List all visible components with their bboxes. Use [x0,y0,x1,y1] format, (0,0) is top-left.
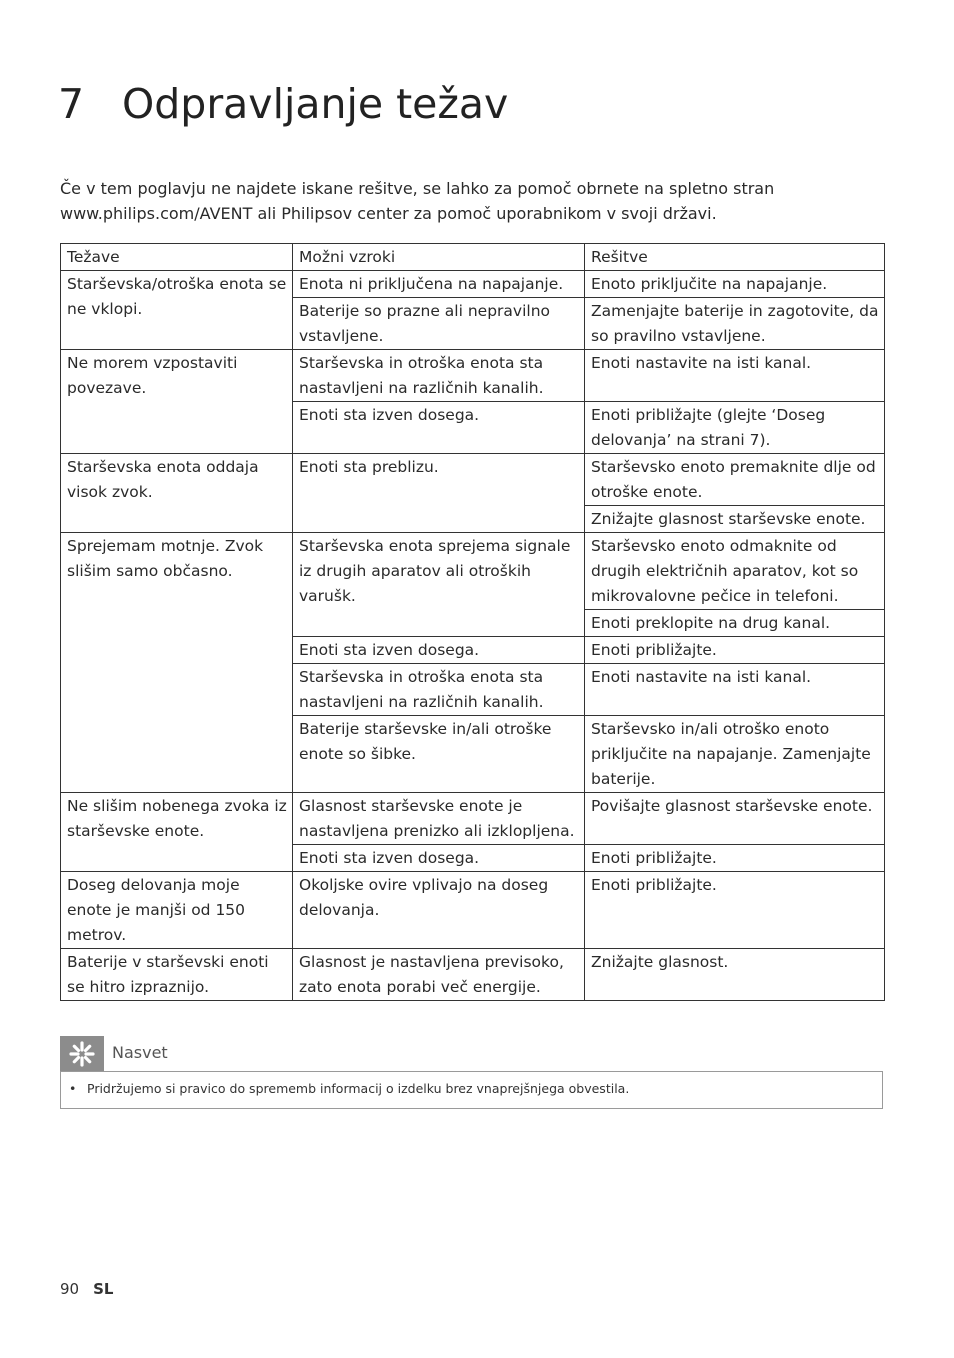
solution-cell: Enoti približajte. [585,872,885,949]
solution-cell: Povišajte glasnost starševske enote. [585,793,885,845]
tip-box [60,1071,883,1109]
tip-header [60,1036,883,1072]
intro-paragraph: Če v tem poglavju ne najdete iskane rešitve, se lahko za pomoč obrnete na spletno stran www.philips.com/AVENT ali Philipsov center za pomoč uporabnikom v svoji državi. [60,179,775,223]
troubleshooting-table [60,243,885,1001]
table-row [61,350,885,402]
problem-cell: Starševska/otroška enota se ne vklopi. [61,271,293,350]
table-row [61,533,885,610]
cause-cell: Baterije so prazne ali nepravilno vstavljene. [293,298,585,350]
solution-cell: Enoti preklopite na drug kanal. [585,610,885,637]
problem-cell: Doseg delovanja moje enote je manjši od 150 metrov. [61,872,293,949]
cause-cell: Enota ni priključena na napajanje. [293,271,585,298]
solution-cell: Enoti približajte. [585,845,885,872]
cause-cell: Okoljske ovire vplivajo na doseg delovanja. [293,872,585,949]
solution-cell: Znižajte glasnost. [585,949,885,1001]
problem-cell: Starševska enota oddaja visok zvok. [61,454,293,533]
table-body [61,271,885,1001]
problem-cell: Sprejemam motnje. Zvok slišim samo občasno. [61,533,293,793]
header-solutions: Rešitve [585,244,885,271]
solution-cell: Starševsko in/ali otroško enoto priključite na napajanje. Zamenjajte baterije. [585,716,885,793]
solution-cell: Znižajte glasnost starševske enote. [585,506,885,533]
solution-cell: Enoto priključite na napajanje. [585,271,885,298]
solution-cell: Starševsko enoto premaknite dlje od otroške enote. [585,454,885,506]
language-code: SL [93,1280,114,1298]
chapter-number: 7 [58,80,85,128]
chapter-title: Odpravljanje težav [122,80,509,128]
solution-cell: Starševsko enoto odmaknite od drugih električnih aparatov, kot so mikrovalovne pečice in telefoni. [585,533,885,610]
solution-cell: Zamenjajte baterije in zagotovite, da so pravilno vstavljene. [585,298,885,350]
solution-cell: Enoti nastavite na isti kanal. [585,350,885,402]
problem-cell: Ne slišim nobenega zvoka iz starševske enote. [61,793,293,872]
cause-cell: Enoti sta preblizu. [293,454,585,533]
table-header-row [61,244,885,271]
cause-cell: Starševska in otroška enota sta nastavljeni na različnih kanalih. [293,664,585,716]
cause-cell: Enoti sta izven dosega. [293,845,585,872]
problem-cell: Ne morem vzpostaviti povezave. [61,350,293,454]
page-number: 90 [60,1280,80,1298]
cause-cell: Glasnost je nastavljena previsoko, zato enota porabi več energije. [293,949,585,1001]
page-title [58,76,508,132]
problem-cell: Baterije v starševski enoti se hitro izpraznijo. [61,949,293,1001]
solution-cell: Enoti nastavite na isti kanal. [585,664,885,716]
cause-cell: Enoti sta izven dosega. [293,637,585,664]
table-row [61,872,885,949]
tip-item [69,1081,629,1096]
table-row [61,949,885,1001]
solution-cell: Enoti približajte. [585,637,885,664]
table-row [61,454,885,506]
page-footer [60,1280,113,1298]
header-problems: Težave [61,244,293,271]
cause-cell: Starševska in otroška enota sta nastavljeni na različnih kanalih. [293,350,585,402]
cause-cell: Baterije starševske in/ali otroške enote so šibke. [293,716,585,793]
cause-cell: Glasnost starševske enote je nastavljena prenizko ali izklopljena. [293,793,585,845]
cause-cell: Enoti sta izven dosega. [293,402,585,454]
solution-cell: Enoti približajte (glejte ‘Doseg delovanja’ na strani 7). [585,402,885,454]
tip-item-text: Pridržujemo si pravico do sprememb informacij o izdelku brez vnaprejšnjega obvestila. [87,1081,630,1096]
tip-label: Nasvet [112,1043,168,1062]
asterisk-icon [60,1036,104,1072]
header-causes: Možni vzroki [293,244,585,271]
table-row [61,271,885,298]
bullet: • [69,1081,77,1096]
cause-cell: Starševska enota sprejema signale iz drugih aparatov ali otroških varušk. [293,533,585,637]
table-row [61,793,885,845]
